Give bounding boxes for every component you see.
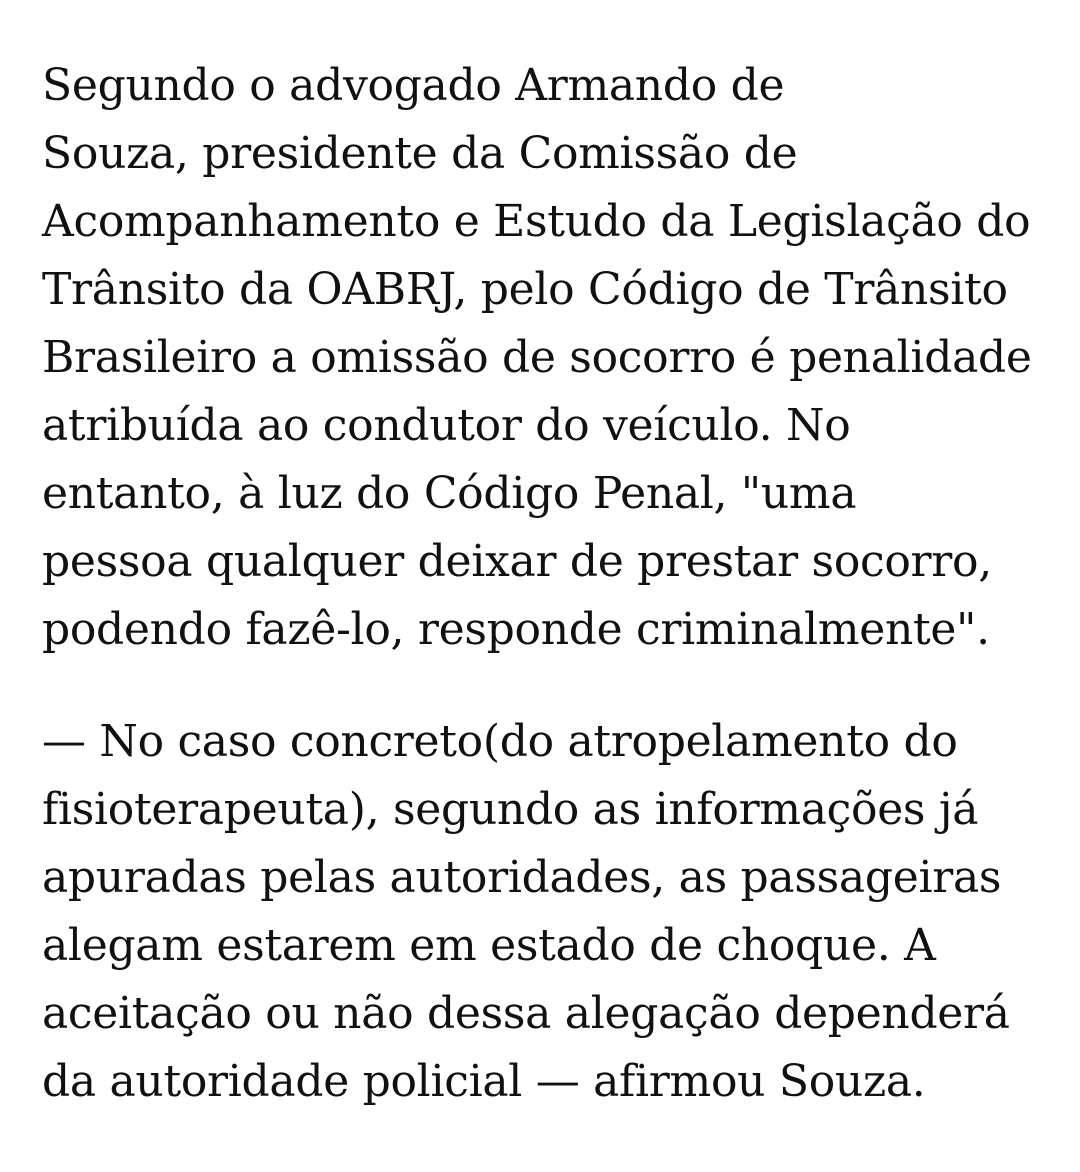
text-line: entanto, à luz do Código Penal, "uma [42,468,857,519]
text-line: atribuída ao condutor do veículo. No [42,400,851,451]
text-line: Brasileiro a omissão de socorro é penalidade [42,332,1032,383]
text-line: apuradas pelas autoridades, as passageiras [42,852,1002,903]
text-line: Souza, presidente da Comissão de [42,128,798,179]
text-line: Acompanhamento e Estudo da Legislação do [42,196,1031,247]
text-line: Trânsito da OABRJ, pelo Código de Trânsito [42,264,1008,315]
article-body [42,52,1052,1116]
text-line: fisioterapeuta), segundo as informações já [42,784,979,835]
text-line: pessoa qualquer deixar de prestar socorro, [42,536,992,587]
text-line: aceitação ou não dessa alegação dependerá [42,988,1010,1039]
text-line: da autoridade policial — afirmou Souza. [42,1056,926,1107]
text-line: Segundo o advogado Armando de [42,60,785,111]
text-line: alegam estarem em estado de choque. A [42,920,936,971]
text-line: — No caso concreto(do atropelamento do [42,716,958,767]
article-paragraph-quote [42,708,1052,1116]
article-paragraph [42,52,1052,664]
text-line: podendo fazê-lo, responde criminalmente". [42,604,990,655]
